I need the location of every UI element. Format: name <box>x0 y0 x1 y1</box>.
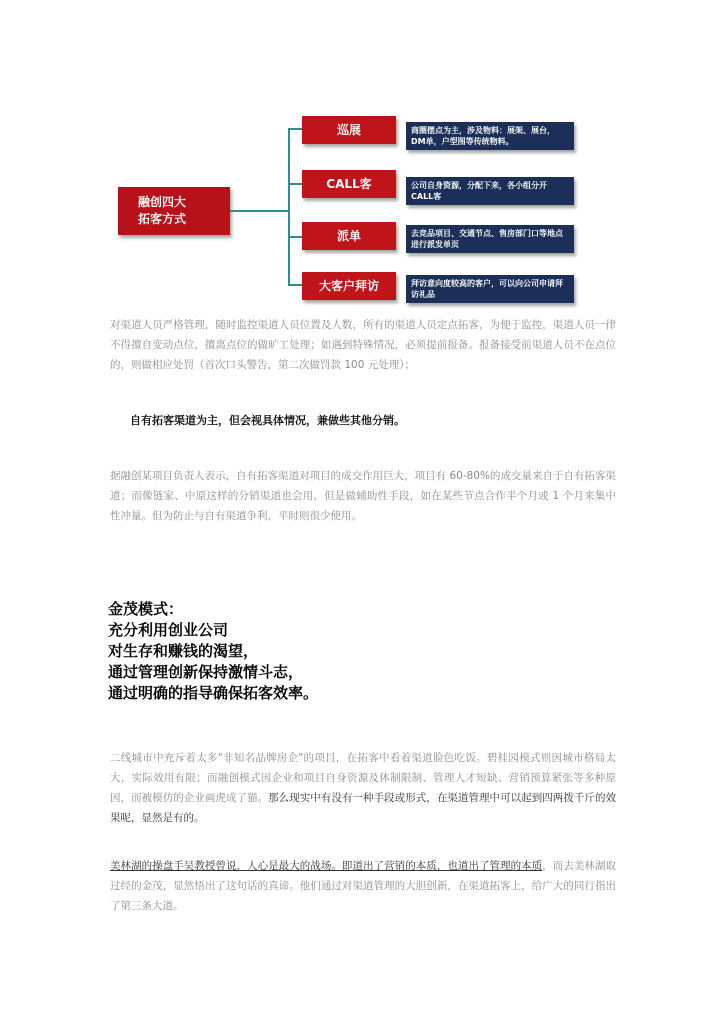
connector-root-horizontal <box>230 210 288 212</box>
desc-leaflet: 去竞品项目、交通节点、售房部门口等地点进行派发单页 <box>406 225 574 253</box>
category-leaflet: 派单 <box>302 222 396 250</box>
desc-exhibition: 商圈摆点为主，涉及物料：展架、展台，DM单，户型图等传统物料。 <box>406 122 574 150</box>
connector-branch-2 <box>288 183 302 185</box>
category-exhibition: 巡展 <box>302 116 396 144</box>
para3-dark-text: 那么现实中有没有一种手段或形式，在渠道管理中可以起到四两拨千斤的效果呢，显然是有的。 <box>110 792 617 824</box>
para3-normal-text: 二线城市中充斥着太多"非知名品牌房企"的项目，在拓客中看着渠道脸色吃饭。碧桂园模式则因城市格局太大，实际效用有限；而融创模式因企业和项目自身资源及体制限制、管理人才短缺、营销预算紧张等多种原因，而被模仿的企业画虎成了猫。 <box>110 752 616 804</box>
category-vip-visit: 大客户拜访 <box>302 272 396 300</box>
highlight-own-channel: 自有拓客渠道为主，但会视具体情况，兼做些其他分销。 <box>130 414 405 427</box>
connector-vertical-trunk <box>288 128 290 286</box>
diagram-root-box <box>118 187 230 235</box>
jinmao-line-1: 金茂模式： <box>108 600 184 618</box>
paragraph-sunac-statement: 据融创某项目负责人表示，自有拓客渠道对项目的成交作用巨大，项目有 60-80%的成交量来自于自有拓客渠道；而像链家、中原这样的分销渠道也会用，但是做辅助性手段，如在某些节点合作半个月或 1 个月来集中性冲量。但为防止与自有渠道争利，平时则很少使用。 <box>110 470 616 522</box>
jinmao-line-4: 通过管理创新保持激情斗志， <box>108 663 304 681</box>
para4-rest-text: ，而去美林湖取过经的金茂，显然悟出了这句话的真谛。他们通过对渠道管理的大胆创新，在渠道拓客上，给广大的同行指出了第三条大道。 <box>110 860 617 912</box>
paragraph-second-tier-cities <box>110 748 616 828</box>
channel-diagram <box>0 0 724 310</box>
paragraph-meilin-lake <box>110 856 616 916</box>
connector-branch-3 <box>288 236 302 238</box>
jinmao-line-2: 充分利用创业公司 <box>108 621 229 639</box>
desc-call: 公司自身资源，分配下来，各小组分开CALL客 <box>406 177 574 205</box>
para4-underlined-quote: 美林湖的操盘手吴教授曾说，人心是最大的战场。即道出了营销的本质，也道出了管理的本质 <box>110 860 543 872</box>
root-line-1: 融创四大 <box>138 195 187 209</box>
root-line-2: 拓客方式 <box>138 212 187 226</box>
desc-vip-visit: 拜访意向度较高的客户，可以向公司申请拜访礼品 <box>406 275 574 303</box>
jinmao-mode-heading <box>108 599 528 704</box>
connector-branch-4 <box>288 284 302 286</box>
connector-branch-1 <box>288 128 302 130</box>
category-call: CALL客 <box>302 170 396 198</box>
paragraph-channel-management: 对渠道人员严格管理，随时监控渠道人员位置及人数，所有的渠道人员定点拓客，为便于监控，渠道人员一律不得擅自变动点位，擅离点位的做旷工处理；如遇到特殊情况，必须提前报备。报备接受前渠道人员不在点位的，则做相应处罚（首次口头警告，第二次做罚款 100 元处理）； <box>110 319 616 371</box>
jinmao-line-3: 对生存和赚钱的渴望， <box>108 642 259 660</box>
jinmao-line-5: 通过明确的指导确保拓客效率。 <box>108 684 319 702</box>
